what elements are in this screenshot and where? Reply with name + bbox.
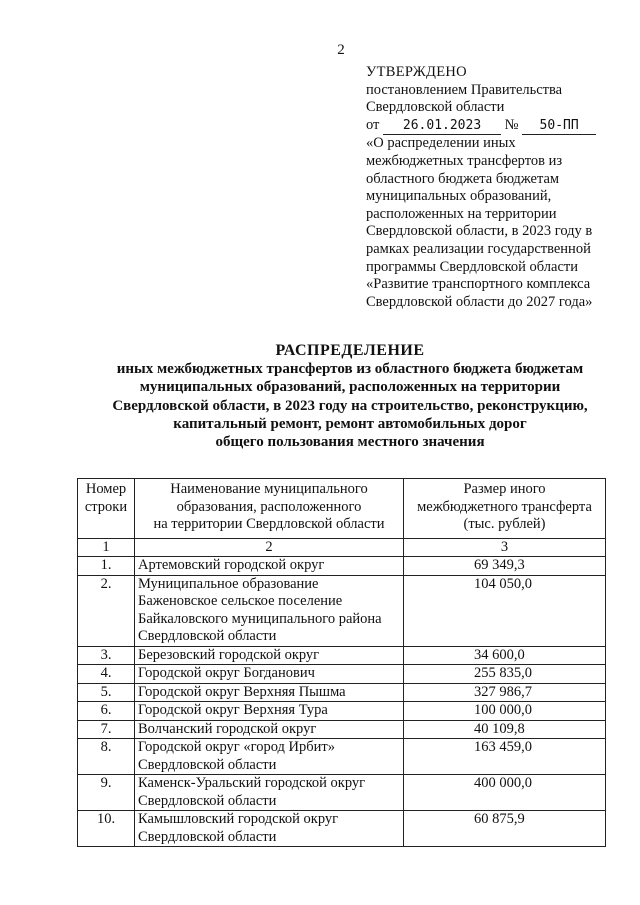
transfer-amount: 255 835,0 [404,665,606,684]
approval-line: Свердловской области [366,99,505,116]
approval-date-number [366,117,616,136]
subject-line: расположенных на территории [366,205,557,222]
transfer-amount: 163 459,0 [404,739,606,775]
approval-block [366,64,616,311]
distribution-table [77,478,606,847]
transfer-amount: 104 050,0 [404,575,606,646]
municipality-name-line: Волчанский городской округ [138,720,317,737]
page-number: 2 [337,42,345,58]
approval-date: 26.01.2023 [383,117,501,136]
transfer-amount: 100 000,0 [404,702,606,721]
municipality-name-line: Городской округ «город Ирбит» [138,739,335,755]
municipality-name-line: Муниципальное образование [138,575,319,592]
table-row [78,665,606,684]
heading-line: Свердловской области, в 2023 году на строительство, реконструкцию, [112,397,588,414]
municipality-name-line: Каменск-Уральский городской округ [138,775,366,791]
approval-title: УТВЕРЖДЕНО [366,64,467,80]
municipality-name [135,775,404,811]
document-heading [60,342,640,451]
transfer-amount: 60 875,9 [404,811,606,847]
column-number: 1 [78,538,135,557]
row-number: 6. [78,702,135,721]
municipality-name-line: Свердловской области [138,756,277,773]
transfer-amount: 69 349,3 [404,557,606,576]
municipality-name [135,739,404,775]
column-number: 3 [404,538,606,557]
subject-line: межбюджетных трансфертов из [366,152,563,169]
municipality-name-line: Артемовский городской округ [138,557,325,573]
transfer-amount: 327 986,7 [404,683,606,702]
municipality-name [135,811,404,847]
header-amount: Размер иного межбюджетного трансферта (тыс. рублей) [404,479,606,539]
row-number: 9. [78,775,135,811]
municipality-name [135,683,404,702]
table-row [78,739,606,775]
table-row [78,775,606,811]
table-row [78,702,606,721]
municipality-name [135,665,404,684]
municipality-name-line: Свердловской области [138,828,277,845]
municipality-name-line: Городской округ Верхняя Тура [138,702,328,718]
heading-line: общего пользования местного значения [215,434,485,451]
table-header-row [78,479,606,539]
municipality-name-line: Городской округ Богданович [138,665,315,681]
municipality-name [135,557,404,576]
transfer-amount: 40 109,8 [404,720,606,739]
row-number: 10. [78,811,135,847]
row-number: 2. [78,575,135,646]
subject-line: муниципальных образований, [366,188,552,205]
subject-line: программы Свердловской области [366,258,579,275]
transfer-amount: 400 000,0 [404,775,606,811]
municipality-name [135,702,404,721]
municipality-name-line: Березовский городской округ [138,646,320,663]
municipality-name-line: Баженовское сельское поселение [138,593,343,609]
heading-line: капитальный ремонт, ремонт автомобильных дорог [173,415,527,432]
table-row [78,575,606,646]
subject-line: Свердловской области до 2027 года» [366,293,593,310]
column-number: 2 [135,538,404,557]
heading-line: иных межбюджетных трансфертов из областного бюджета бюджетам [116,361,584,378]
row-number: 7. [78,720,135,739]
table-body [78,557,606,847]
municipality-name-line: Свердловской области [138,792,277,809]
municipality-name [135,720,404,739]
header-municipality: Наименование муниципального образования, расположенного на территории Свердловской области [135,479,404,539]
header-row-number: Номер строки [78,479,135,539]
municipality-name [135,646,404,665]
table-row [78,557,606,576]
municipality-name-line: Байкаловского муниципального района [138,610,382,627]
subject-line: «Развитие транспортного комплекса [366,276,591,293]
heading-line: муниципальных образований, расположенных на территории [139,379,561,396]
approval-line: постановлением Правительства [366,81,563,98]
table-row [78,720,606,739]
row-number: 4. [78,665,135,684]
approval-number: 50-ПП [522,117,596,136]
approval-subject [366,135,616,311]
subject-line: «О распределении иных [366,135,516,152]
number-label: № [504,116,519,133]
table-row [78,646,606,665]
column-numbers-row [78,538,606,557]
table-row [78,683,606,702]
from-label: от [366,116,380,133]
row-number: 1. [78,557,135,576]
subject-line: рамках реализации государственной [366,240,591,257]
subject-line: Свердловской области, в 2023 году в [366,223,593,240]
municipality-name [135,575,404,646]
row-number: 3. [78,646,135,665]
transfer-amount: 34 600,0 [404,646,606,665]
heading-title: РАСПРЕДЕЛЕНИЕ [275,342,425,359]
municipality-name-line: Камышловский городской округ [138,811,339,827]
municipality-name-line: Городской округ Верхняя Пышма [138,683,346,700]
subject-line: областного бюджета бюджетам [366,170,560,187]
row-number: 5. [78,683,135,702]
row-number: 8. [78,739,135,775]
municipality-name-line: Свердловской области [138,628,277,644]
table-row [78,811,606,847]
